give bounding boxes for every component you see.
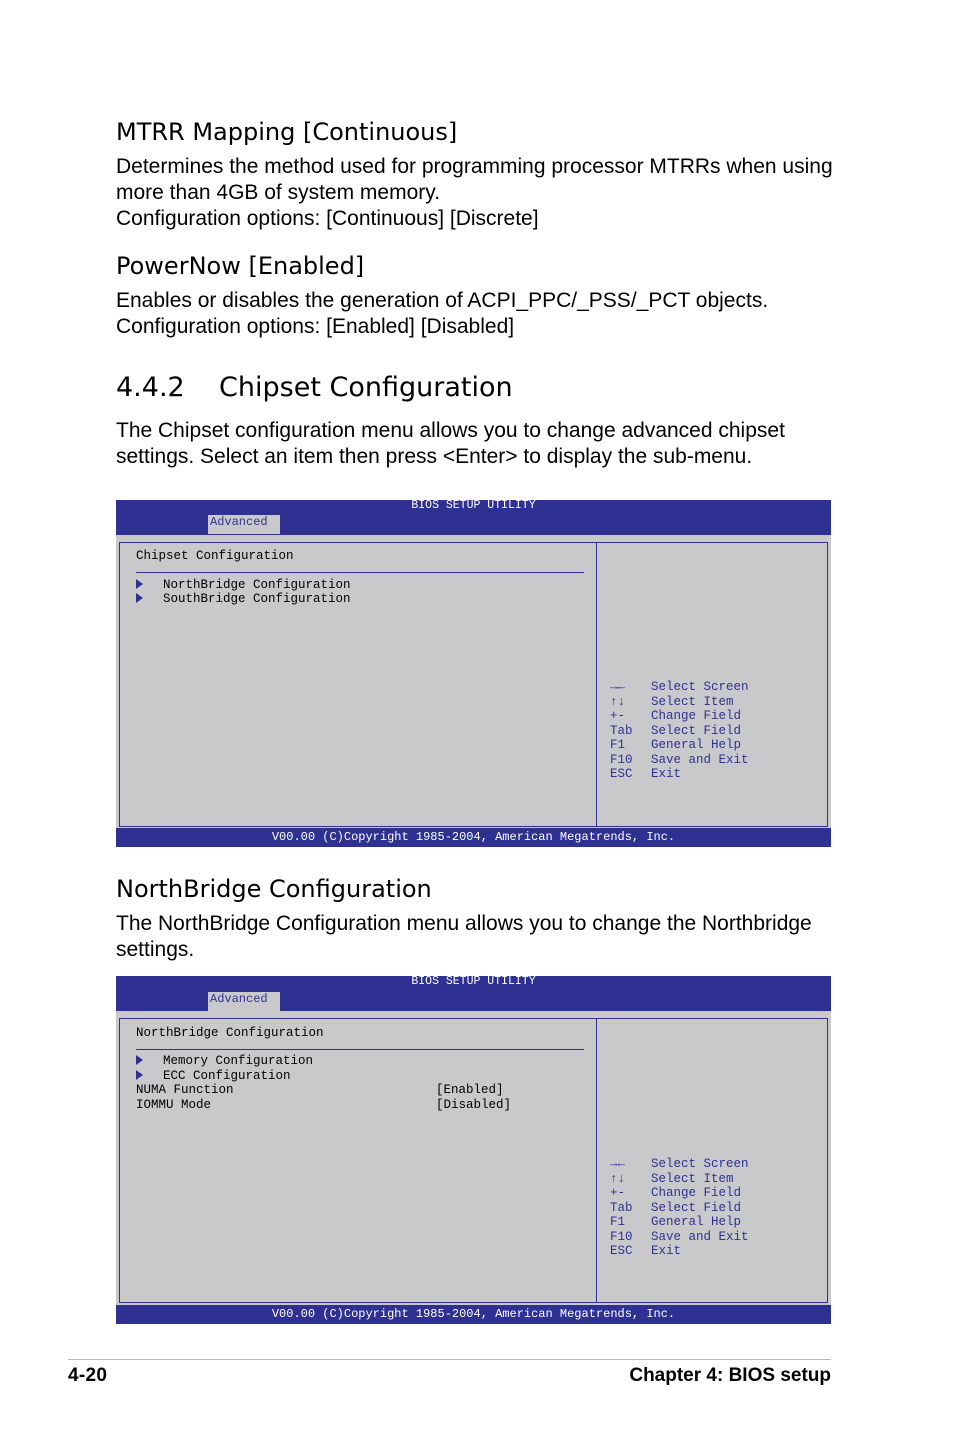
bios-utility-title: BIOS SETUP UTILITY <box>411 499 536 512</box>
help-row: ↑↓ Select Item <box>610 694 734 709</box>
help-row: →← Select Screen <box>610 680 749 694</box>
northbridge-description <box>116 911 812 963</box>
help-row: F1 General Help <box>610 1215 742 1229</box>
help-row: F10 Save and Exit <box>610 1229 749 1244</box>
northbridge-heading: NorthBridge Configuration <box>116 875 432 903</box>
help-row: ESC Exit <box>610 767 682 781</box>
submenu-arrow-icon <box>136 579 143 589</box>
chapter-title: Chapter 4: BIOS setup <box>629 1365 831 1386</box>
menu-item-northbridge[interactable]: NorthBridge Configuration <box>136 578 351 593</box>
help-row: Tab Select Field <box>610 1200 742 1215</box>
help-row: +- Change Field <box>610 709 742 723</box>
bios-menu-title: Chipset Configuration <box>136 549 294 563</box>
help-row: ESC Exit <box>610 1244 682 1258</box>
submenu-arrow-icon <box>136 1055 143 1065</box>
help-row: +- Change Field <box>610 1186 742 1200</box>
mtrr-heading: MTRR Mapping [Continuous] <box>116 118 458 146</box>
bios-help-keys <box>610 680 749 782</box>
powernow-line: Configuration options: [Enabled] [Disabled] <box>116 315 515 338</box>
setting-value[interactable]: [Enabled] <box>436 1083 504 1097</box>
mtrr-description <box>116 154 833 232</box>
setting-numa-function[interactable]: NUMA Function [Enabled] <box>136 1083 504 1097</box>
bios-divider <box>596 1018 597 1303</box>
help-row: F1 General Help <box>610 738 742 752</box>
help-row: F10 Save and Exit <box>610 752 749 767</box>
bios-title-rule <box>136 1049 584 1050</box>
powernow-description <box>116 288 768 340</box>
northbridge-line: The NorthBridge Configuration menu allows you to change the Northbridge <box>116 912 812 935</box>
setting-value[interactable]: [Disabled] <box>436 1097 512 1112</box>
page-number: 4-20 <box>68 1365 108 1386</box>
powernow-heading: PowerNow [Enabled] <box>116 252 365 280</box>
menu-item-southbridge[interactable]: SouthBridge Configuration <box>136 592 351 607</box>
chipset-description <box>116 418 785 470</box>
tab-advanced[interactable]: Advanced <box>208 992 280 1011</box>
chipset-line: The Chipset configuration menu allows you to change advanced chipset <box>116 419 785 442</box>
bios-help-keys <box>610 1157 749 1259</box>
bios-copyright-bar: V00.00 (C)Copyright 1985-2004, American Megatrends, Inc. <box>116 1305 831 1324</box>
northbridge-line: settings. <box>116 938 195 961</box>
bios-copyright-bar: V00.00 (C)Copyright 1985-2004, American Megatrends, Inc. <box>116 828 831 847</box>
mtrr-line: more than 4GB of system memory. <box>116 181 441 204</box>
chipset-heading: 4.4.2 Chipset Configuration <box>116 372 513 403</box>
powernow-line: Enables or disables the generation of ACPI_PPC/_PSS/_PCT objects. <box>116 289 769 312</box>
menu-item-ecc-configuration[interactable]: ECC Configuration <box>136 1069 291 1084</box>
menu-item-memory-configuration[interactable]: Memory Configuration <box>136 1054 313 1069</box>
tab-advanced[interactable]: Advanced <box>208 515 280 534</box>
help-row: Tab Select Field <box>610 723 742 738</box>
bios-menu-title: NorthBridge Configuration <box>136 1026 324 1040</box>
mtrr-line: Configuration options: [Continuous] [Discrete] <box>116 207 539 230</box>
bios-screen-northbridge <box>116 976 831 1324</box>
bios-screen-chipset <box>116 500 831 847</box>
footer-rule <box>68 1359 831 1360</box>
mtrr-line: Determines the method used for programming processor MTRRs when using <box>116 155 833 178</box>
submenu-arrow-icon <box>136 1070 143 1080</box>
setting-iommu-mode[interactable]: IOMMU Mode [Disabled] <box>136 1097 512 1112</box>
submenu-arrow-icon <box>136 593 143 603</box>
help-row: →← Select Screen <box>610 1157 749 1171</box>
help-row: ↑↓ Select Item <box>610 1171 734 1186</box>
bios-title-rule <box>136 572 584 573</box>
bios-utility-title: BIOS SETUP UTILITY <box>411 975 536 988</box>
bios-divider <box>596 542 597 827</box>
chipset-line: settings. Select an item then press <Enter> to display the sub-menu. <box>116 445 753 468</box>
